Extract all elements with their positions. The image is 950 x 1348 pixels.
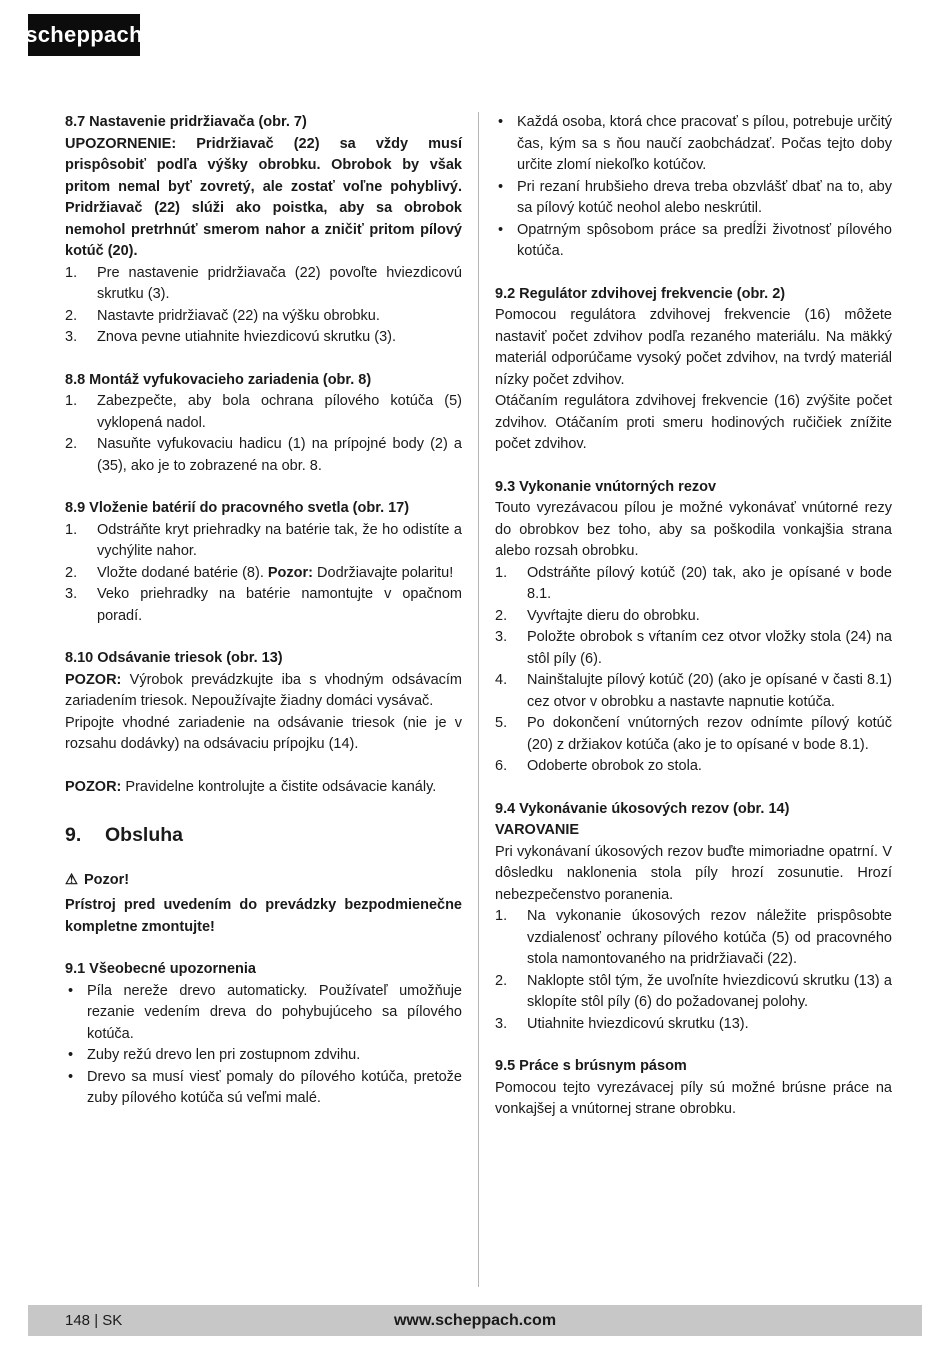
- section-heading: 8.8 Montáž vyfukovacieho zariadenia (obr. 8): [65, 371, 372, 388]
- website-text: www.scheppach.com: [393, 1311, 557, 1329]
- list-item: [65, 1067, 462, 1110]
- list-item-text: Veko priehradky na batérie namontujte v opačnom poradí.: [97, 586, 462, 624]
- list-item-text: Položte obrobok s vŕtaním cez otvor vložky stola (24) na stôl píly (6).: [527, 629, 892, 667]
- list-item: [65, 981, 462, 1046]
- list-marker: 1.: [65, 264, 78, 281]
- list-item-bold-part: Pozor:: [267, 564, 313, 581]
- list-item-text: Odstráňte kryt priehradky na batérie tak, že ho odistíte a vychýlite nahor.: [97, 521, 462, 559]
- list-item: [65, 306, 462, 328]
- list-item-text: Odstráňte pílový kotúč (20) tak, ako je opísané v bode 8.1.: [527, 564, 892, 602]
- list-item-text: Pri rezaní hrubšieho dreva treba obzvlášť dbať na to, aby sa pílový kotúč neohol alebo neskrútil.: [517, 178, 892, 216]
- list-marker: 1.: [495, 564, 508, 581]
- list-marker: 6.: [495, 758, 508, 774]
- list-item-text: Nasuňte vyfukovaciu hadicu (1) na prípojné body (2) a (35), ako je to zobrazené na obr. 8.: [97, 436, 462, 474]
- paragraph: Otáčaním regulátora zdvihovej frekvencie (16) zvýšite počet zdvihov. Otáčaním proti smeru hodinových ručičiek znížite počet zdvihov.: [495, 393, 892, 452]
- paragraph: POZOR: Výrobok prevádzkujte iba s vhodným odsávacím zariadením triesok. Nepoužívajte žiadny domáci vysávač.: [65, 671, 462, 709]
- list-item: [495, 971, 892, 1014]
- section-heading: 9.3 Vykonanie vnútorných rezov: [495, 478, 717, 495]
- column-divider: [478, 112, 479, 1287]
- list-marker: 2.: [495, 972, 508, 989]
- list-marker: 2.: [65, 564, 78, 581]
- paragraph: Pomocou regulátora zdvihovej frekvencie (16) môžete nastaviť počet zdvihov podľa rezaného materiálu. Na mäkký materiál odporúčame vysoký počet zdvihov, na tvrdý materiál nízky počet zdvihov.: [495, 307, 892, 388]
- list-item: [495, 627, 892, 670]
- list-marker: 2.: [65, 436, 78, 452]
- warning-text: Pozor!: [84, 871, 130, 888]
- list-marker: 1.: [65, 393, 78, 409]
- paragraph: UPOZORNENIE: Pridržiavač (22) sa vždy musí prispôsobiť podľa výšky obrobku. Obrobok by však pritom nemal byť zovretý, ale zostať voľne pohyblivý. Pridržiavač (22) slúži ako poistka, aby sa obrobok nemohol pretrhnúť smerom nahor a zničiť pritom pílový kotúč (20).: [65, 135, 462, 259]
- list-item-text: Zuby režú drevo len pri zostupnom zdvihu.: [87, 1047, 361, 1063]
- paragraph: POZOR: Pravidelne kontrolujte a čistite odsávacie kanály.: [65, 778, 437, 795]
- list-item: [495, 670, 892, 713]
- list-marker: •: [68, 1068, 74, 1085]
- list-marker: •: [498, 114, 504, 130]
- list-item: [65, 263, 462, 306]
- list-item-text-part: Dodržiavajte polaritu!: [313, 564, 454, 581]
- list-item-text: Nainštalujte pílový kotúč (20) (ako je opísané v časti 8.1) cez otvor v obrobku a nastavte napnutie kotúča.: [527, 672, 892, 710]
- list-item-text: Odoberte obrobok zo stola.: [527, 758, 702, 774]
- list-item: [65, 520, 462, 563]
- chapter-title: Obsluha: [105, 824, 184, 846]
- section-heading: 9.4 Vykonávanie úkosových rezov (obr. 14): [495, 800, 790, 817]
- list-marker: 3.: [495, 1015, 508, 1032]
- list-item: [65, 563, 462, 585]
- list-item-text: Píla nereže drevo automaticky. Používateľ umožňuje rezanie vedením dreva do pohybujúceho sa pílového kotúča.: [87, 982, 462, 1042]
- list-item-text: Po dokončení vnútorných rezov odnímte pílový kotúč (20) z držiakov kotúča (ako je to opísané v bode 8.1).: [527, 715, 892, 753]
- bullet-list: [65, 981, 462, 1110]
- list-item-text: Drevo sa musí viesť pomaly do pílového kotúča, pretože zuby pílového kotúča sú veľmi malé.: [87, 1068, 462, 1106]
- list-item: [495, 606, 892, 628]
- bullet-list: [495, 112, 892, 263]
- list-item: [495, 112, 892, 177]
- list-item-text: Vyvŕtajte dieru do obrobku.: [527, 607, 700, 624]
- list-marker: 3.: [65, 586, 78, 602]
- page-content: [65, 112, 893, 1287]
- list-item-text: Nastavte pridržiavač (22) na výšku obrobku.: [97, 307, 380, 324]
- list-item: [495, 563, 892, 606]
- list-item-text: Opatrným spôsobom práce sa predĺži životnosť pílového kotúča.: [517, 221, 892, 259]
- list-item: [495, 177, 892, 220]
- list-marker: •: [498, 221, 504, 238]
- paragraph: Pomocou tejto vyrezávacej píly sú možné brúsne práce na vonkajšej a vnútornej strane obrobku.: [495, 1079, 892, 1117]
- list-item: [495, 1014, 892, 1036]
- warning-icon: ⚠: [65, 871, 78, 888]
- scheppach-logo: [25, 14, 143, 56]
- section-heading: 8.9 Vloženie batérií do pracovného svetla (obr. 17): [65, 500, 410, 516]
- list-marker: 2.: [65, 307, 78, 324]
- logo-text: scheppach: [25, 22, 143, 47]
- section-heading: 8.7 Nastavenie pridržiavača (obr. 7): [65, 114, 307, 130]
- paragraph: Pri vykonávaní úkosových rezov buďte mimoriadne opatrní. V dôsledku naklonenia stola píly hrozí zosunutie. Hrozí nebezpečenstvo poranenia.: [495, 843, 892, 903]
- list-item-text: Pre nastavenie pridržiavača (22) povoľte hviezdicovú skrutku (3).: [97, 264, 462, 302]
- list-marker: 4.: [495, 672, 508, 688]
- section-heading: 9.5 Práce s brúsnym pásom: [495, 1058, 687, 1074]
- list-item-text: Zabezpečte, aby bola ochrana pílového kotúča (5) vyklopená nadol.: [97, 393, 462, 431]
- chapter-heading: [65, 825, 462, 847]
- list-item: [495, 713, 892, 756]
- list-marker: •: [498, 178, 504, 195]
- list-item-text: Každá osoba, ktorá chce pracovať s pílou, potrebuje určitý čas, kým sa s ňou naučí zaobchádzať. Počas tejto doby určite zlomí niekoľko kotúčov.: [517, 114, 892, 173]
- list-item: [495, 906, 892, 971]
- section-heading: 9.1 Všeobecné upozornenia: [65, 961, 256, 977]
- list-item-text: Utiahnite hviezdicovú skrutku (13).: [527, 1015, 749, 1032]
- list-item-text: Na vykonanie úkosových rezov náležite prispôsobte vzdialenosť ochrany pílového kotúča (5) od pracovného stola namontovaného na pridržiavači (22).: [527, 908, 892, 967]
- ordered-list: [65, 263, 462, 349]
- list-marker: 3.: [65, 329, 78, 345]
- chapter-number: 9.: [65, 824, 82, 846]
- list-item: [495, 756, 892, 778]
- list-item: [495, 220, 892, 263]
- footer-bar: [28, 1305, 922, 1336]
- list-item: [65, 584, 462, 627]
- left-column: [65, 112, 462, 1287]
- list-marker: 2.: [495, 607, 508, 624]
- list-item-text: Naklopte stôl tým, že uvoľníte hviezdicovú skrutku (13) a sklopíte stôl píly (6) do požadovanej polohy.: [527, 972, 892, 1010]
- paragraph: Touto vyrezávacou pílou je možné vykonávať vnútorné rezy do obrobkov bez toho, aby sa poškodila vonkajšia strana alebo rozsah obrobku.: [495, 500, 892, 559]
- list-marker: •: [68, 1047, 74, 1063]
- paragraph-lead: POZOR:: [65, 778, 126, 795]
- right-column: [495, 112, 892, 1287]
- ordered-list: [65, 391, 462, 477]
- ordered-list: [495, 563, 892, 778]
- list-marker: 3.: [495, 629, 508, 645]
- list-item: [65, 434, 462, 477]
- list-marker: •: [68, 982, 74, 999]
- list-item-text: [97, 563, 462, 585]
- ordered-list: [65, 520, 462, 628]
- list-marker: 1.: [65, 521, 78, 538]
- paragraph: Pripojte vhodné zariadenie na odsávanie triesok (nie je v rozsahu dodávky) na odsávaciu prípojku (14).: [65, 714, 462, 752]
- paragraph: Prístroj pred uvedením do prevádzky bezpodmienečne kompletne zmontujte!: [65, 897, 462, 935]
- paragraph-lead: POZOR:: [65, 671, 130, 688]
- ordered-list: [495, 906, 892, 1035]
- list-item: [65, 1045, 462, 1067]
- page-number: 148 | SK: [65, 1312, 123, 1329]
- section-heading: 9.2 Regulátor zdvihovej frekvencie (obr. 2): [495, 285, 786, 302]
- warning-note: [65, 870, 462, 892]
- list-item-text: Znova pevne utiahnite hviezdicovú skrutku (3).: [97, 329, 397, 345]
- section-heading: 8.10 Odsávanie triesok (obr. 13): [65, 650, 283, 666]
- sub-heading: VAROVANIE: [495, 822, 580, 838]
- list-item-text-part: Vložte dodané batérie (8).: [97, 564, 268, 581]
- list-item: [65, 391, 462, 434]
- list-marker: 5.: [495, 715, 508, 731]
- list-item: [65, 327, 462, 349]
- list-marker: 1.: [495, 908, 508, 924]
